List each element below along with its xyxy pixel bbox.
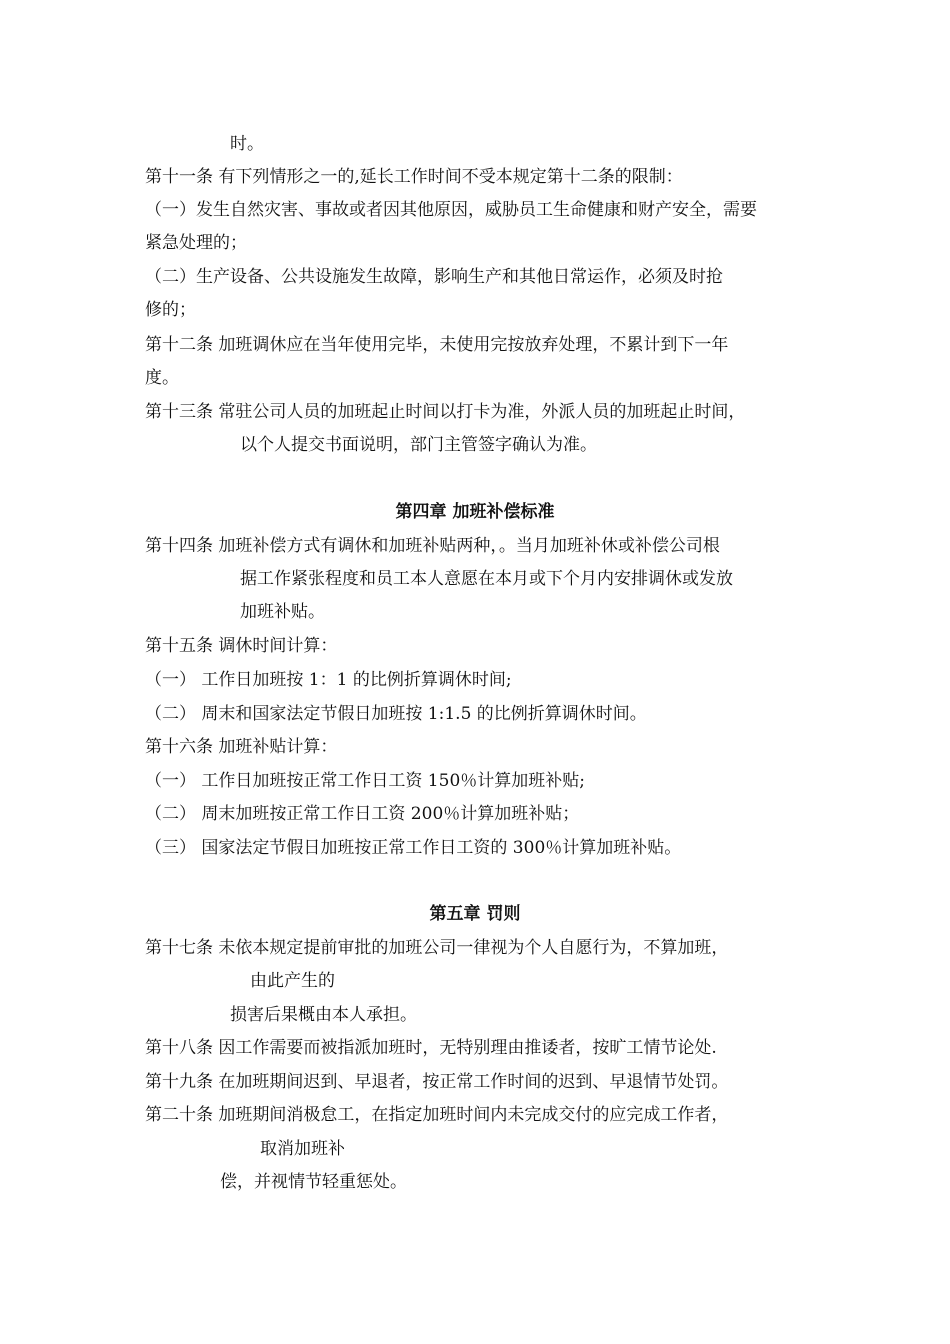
article-16-item-3: （三） 国家法定节假日加班按正常工作日工资的 300％计算加班补贴。 <box>145 838 682 858</box>
text-line: 修的； <box>145 300 196 320</box>
article-11-item-2: （二）生产设备、公共设施发生故障，影响生产和其他日常运作，必须及时抢 <box>145 267 723 287</box>
text-line: 以个人提交书面说明，部门主管签字确认为准。 <box>240 435 597 455</box>
text-line: 偿，并视情节轻重惩处。 <box>220 1172 407 1192</box>
article-18: 第十八条 因工作需要而被指派加班时，无特别理由推诿者，按旷工情节论处. <box>145 1038 717 1058</box>
article-11-item-1: （一）发生自然灾害、事故或者因其他原因，威胁员工生命健康和财产安全，需要 <box>145 200 757 220</box>
article-15-item-2: （二） 周末和国家法定节假日加班按 1:1.5 的比例折算调休时间。 <box>145 704 647 724</box>
article-15: 第十五条 调休时间计算： <box>145 636 338 656</box>
text-line: 时。 <box>230 134 264 154</box>
text-line: 据工作紧张程度和员工本人意愿在本月或下个月内安排调休或发放 <box>240 569 733 589</box>
text-line: 取消加班补 <box>260 1139 345 1159</box>
article-14: 第十四条 加班补偿方式有调休和加班补贴两种，。当月加班补休或补偿公司根 <box>145 536 720 556</box>
text-line: 由此产生的 <box>250 971 335 991</box>
article-17: 第十七条 未依本规定提前审批的加班公司一律视为个人自愿行为，不算加班， <box>145 938 729 958</box>
chapter-5-heading: 第五章 罚则 <box>429 904 521 924</box>
article-16-item-1: （一） 工作日加班按正常工作日工资 150％计算加班补贴; <box>145 771 585 791</box>
article-16-item-2: （二） 周末加班按正常工作日工资 200％计算加班补贴； <box>145 804 580 824</box>
article-12: 第十二条 加班调休应在当年使用完毕，未使用完按放弃处理，不累计到下一年 <box>145 335 729 355</box>
text-line: 加班补贴。 <box>240 602 325 622</box>
article-11: 第十一条 有下列情形之一的,延长工作时间不受本规定第十二条的限制： <box>145 167 683 187</box>
text-line: 度。 <box>145 368 179 388</box>
article-13: 第十三条 常驻公司人员的加班起止时间以打卡为准，外派人员的加班起止时间， <box>145 402 746 422</box>
chapter-4-heading: 第四章 加班补偿标准 <box>395 502 555 522</box>
article-16: 第十六条 加班补贴计算： <box>145 737 338 757</box>
article-19: 第十九条 在加班期间迟到、早退者，按正常工作时间的迟到、早退情节处罚。 <box>145 1072 729 1092</box>
article-20: 第二十条 加班期间消极怠工，在指定加班时间内未完成交付的应完成工作者， <box>145 1105 729 1125</box>
article-15-item-1: （一） 工作日加班按 1：1 的比例折算调休时间; <box>145 670 512 690</box>
text-line: 紧急处理的； <box>145 233 247 253</box>
text-line: 损害后果概由本人承担。 <box>230 1005 417 1025</box>
